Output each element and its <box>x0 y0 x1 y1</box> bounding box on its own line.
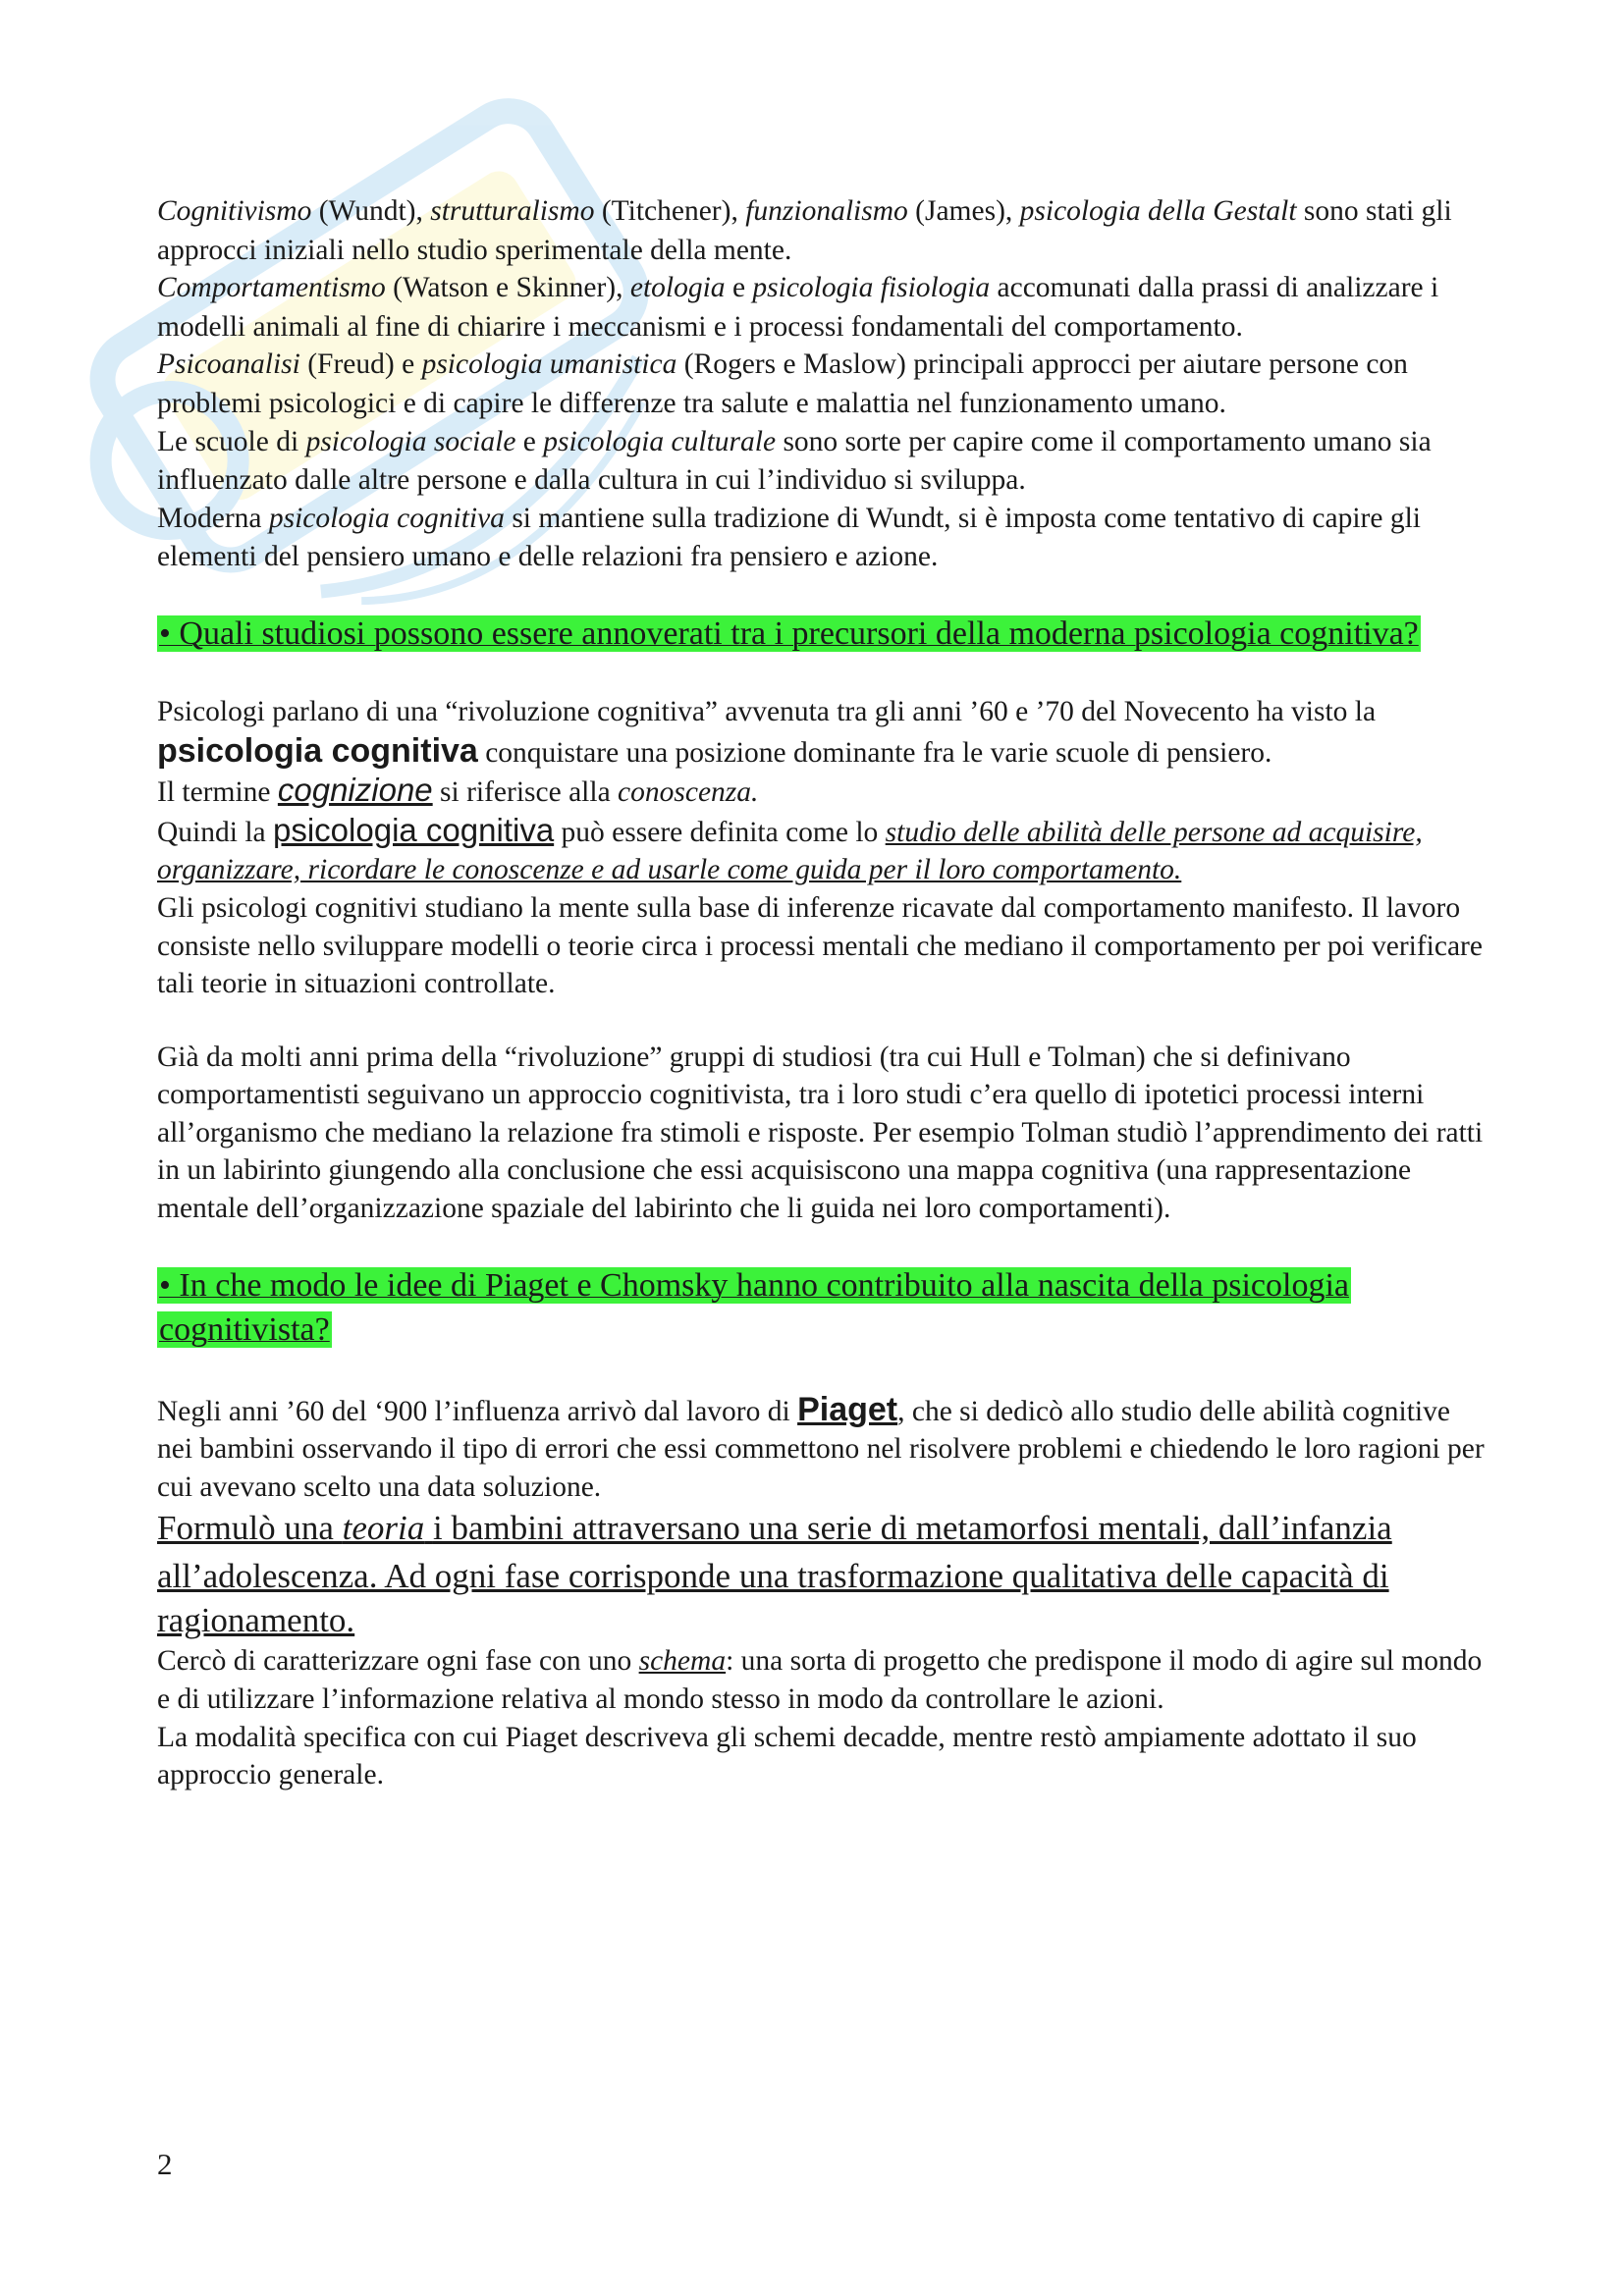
term-psicologia-cognitiva: psicologia cognitiva <box>268 502 505 534</box>
text: Formulò una <box>157 1509 343 1548</box>
term-comportamentismo: Comportamentismo <box>157 272 386 304</box>
term-etologia: etologia <box>629 272 726 304</box>
spacer <box>157 656 1492 693</box>
term-schema: schema <box>638 1645 727 1678</box>
paragraph-theory <box>157 1506 1492 1642</box>
paragraph-schema <box>157 1642 1492 1718</box>
text: Negli anni ’60 del ‘900 l’influenza arrivò dal lavoro di <box>157 1395 798 1427</box>
text: accomunati dalla prassi di analizzare i modelli animali al fine di chiarire i meccanismi e i processi fondamentali del comportamento. <box>157 272 1439 343</box>
text: : una sorta di progetto che predispone il modo di agire sul mondo e di utilizzare l’informazione relativa al mondo stesso in modo da controllare le azioni. <box>157 1645 1483 1716</box>
text: principali approcci per aiutare persone con problemi psicologici e di capire le differenze tra salute e malattia nel funzionamento umano. <box>157 348 1408 419</box>
term-conoscenza: conoscenza. <box>618 776 759 809</box>
text: conquistare una posizione dominante fra le varie scuole di pensiero. <box>477 736 1272 769</box>
term-strutturalismo: strutturalismo <box>430 195 595 227</box>
term-psicologia-umanistica: psicologia umanistica <box>421 348 677 381</box>
term-cognizione: cognizione <box>277 772 433 809</box>
paragraph-cognitive-psychologists: Gli psicologi cognitivi studiano la mente sulla base di inferenze ricavate dal comportamento manifesto. Il lavoro consiste nello sviluppare modelli o teorie circa i processi mentali che mediano il comportamento per poi verificare tali teorie in situazioni controllate. <box>157 891 1483 1000</box>
term-psicologia-cognitiva-underlined: psicologia cognitiva <box>273 811 555 848</box>
paragraph-definition <box>157 812 1492 889</box>
name-piaget: Piaget <box>797 1390 898 1428</box>
spacer <box>157 1352 1492 1391</box>
text: (Rogers e Maslow) <box>676 348 914 381</box>
question-heading-piaget-chomsky <box>157 1263 1492 1352</box>
page-number: 2 <box>157 2147 173 2181</box>
term-gestalt: psicologia della Gestalt <box>1019 195 1297 227</box>
text: (Titchener), <box>594 195 746 227</box>
text: ha visto la <box>1256 695 1377 727</box>
term-psicologia-fisiologia: psicologia fisiologia <box>752 272 991 304</box>
text: , che si dedicò allo studio delle abilità cognitive nei bambini osservando il tipo di errori che essi commettono nel risolvere problemi e chiedendo le loro ragioni per cui avevano scelto una data soluzione. <box>157 1395 1485 1503</box>
text: (Wundt), <box>311 195 431 227</box>
text: può essere definita come lo <box>554 816 886 848</box>
text: sono sorte per capire come il comportamento umano sia influenzato dalle altre persone e dalla cultura in cui l’individuo si sviluppa. <box>157 425 1432 497</box>
text: i bambini attraversano una serie di metamorfosi mentali, dall’infanzia all’adolescenza. Ad ogni fase corrisponde una trasformazione qualitativa delle capacità di ragionamento. <box>157 1509 1392 1640</box>
paragraph-piaget <box>157 1391 1492 1507</box>
text: Il termine <box>157 776 278 809</box>
text: Cercò di caratterizzare ogni fase con uno <box>157 1645 639 1678</box>
paragraph-hull-tolman: Già da molti anni prima della “rivoluzione” gruppi di studiosi (tra cui Hull e Tolman) che si definivano comportamentisti seguivano un approccio cognitivista, tra i loro studi c’era quello di ipotetici processi interni all’organismo che mediano la relazione fra stimoli e risposte. Per esempio Tolman studiò l’apprendimento dei ratti in un labirinto giungendo alla conclusione che essi acquisiscono una mappa cognitiva (una rappresentazione mentale dell’organizzazione spaziale del labirinto che li guida nei loro comportamenti). <box>157 1041 1484 1225</box>
term-funzionalismo: funzionalismo <box>745 195 908 227</box>
term-psicologia-sociale: psicologia sociale <box>305 425 516 457</box>
text: sono stati gli approcci iniziali nello studio sperimentale della mente. <box>157 195 1452 266</box>
paragraph-cognitive-revolution <box>157 693 1492 772</box>
text: (James), <box>907 195 1020 227</box>
paragraph-early-approaches <box>157 192 1492 269</box>
spacer <box>157 1003 1492 1039</box>
text: e <box>725 272 753 304</box>
term-psicologia-culturale: psicologia culturale <box>543 425 777 457</box>
text: si mantiene sulla tradizione di Wundt, si è imposta come tentativo di capire gli elementi del pensiero umano e delle relazioni fra pensiero e azione. <box>157 502 1421 573</box>
paragraph-modern-cognitive <box>157 500 1492 576</box>
spacer <box>157 576 1492 612</box>
text: Quindi la <box>157 816 273 848</box>
text: (Watson e Skinner), <box>385 272 630 304</box>
term-psicologia-cognitiva-bold: psicologia cognitiva <box>157 731 478 770</box>
definition-text: studio delle abilità delle persone ad acquisire, organizzare, ricordare le conoscenze e ad usarle come guida per il loro comportamento. <box>157 816 1423 886</box>
highlighted-question: • Quali studiosi possono essere annoverati tra i precursori della moderna psicologia cognitiva? <box>159 614 1419 652</box>
term-cognitivismo: Cognitivismo <box>157 195 312 227</box>
text: Le scuole di <box>157 425 306 457</box>
term-teoria: teoria <box>342 1509 425 1548</box>
paragraph-social-cultural <box>157 423 1492 500</box>
term-psicoanalisi: Psicoanalisi <box>157 348 300 381</box>
text: Psicologi parlano di una “rivoluzione cognitiva” avvenuta tra gli anni ’60 e ’70 del Novecento <box>157 695 1257 727</box>
paragraph-behaviorism <box>157 269 1492 346</box>
text: e <box>515 425 544 457</box>
question-heading-precursors <box>157 612 1492 656</box>
text: (Freud) e <box>299 348 422 381</box>
paragraph-cognizione <box>157 772 1492 812</box>
text: si riferisce alla <box>432 776 619 809</box>
highlighted-question: • In che modo le idee di Piaget e Chomsky hanno contribuito alla nascita della psicologia cognitivista? <box>159 1266 1349 1348</box>
text: Moderna <box>157 502 269 534</box>
paragraph-conclusion: La modalità specifica con cui Piaget descriveva gli schemi decadde, mentre restò ampiamente adottato il suo approccio generale. <box>157 1721 1417 1791</box>
paragraph-psychoanalysis <box>157 346 1492 422</box>
document-body <box>157 192 1492 1794</box>
spacer <box>157 1228 1492 1263</box>
